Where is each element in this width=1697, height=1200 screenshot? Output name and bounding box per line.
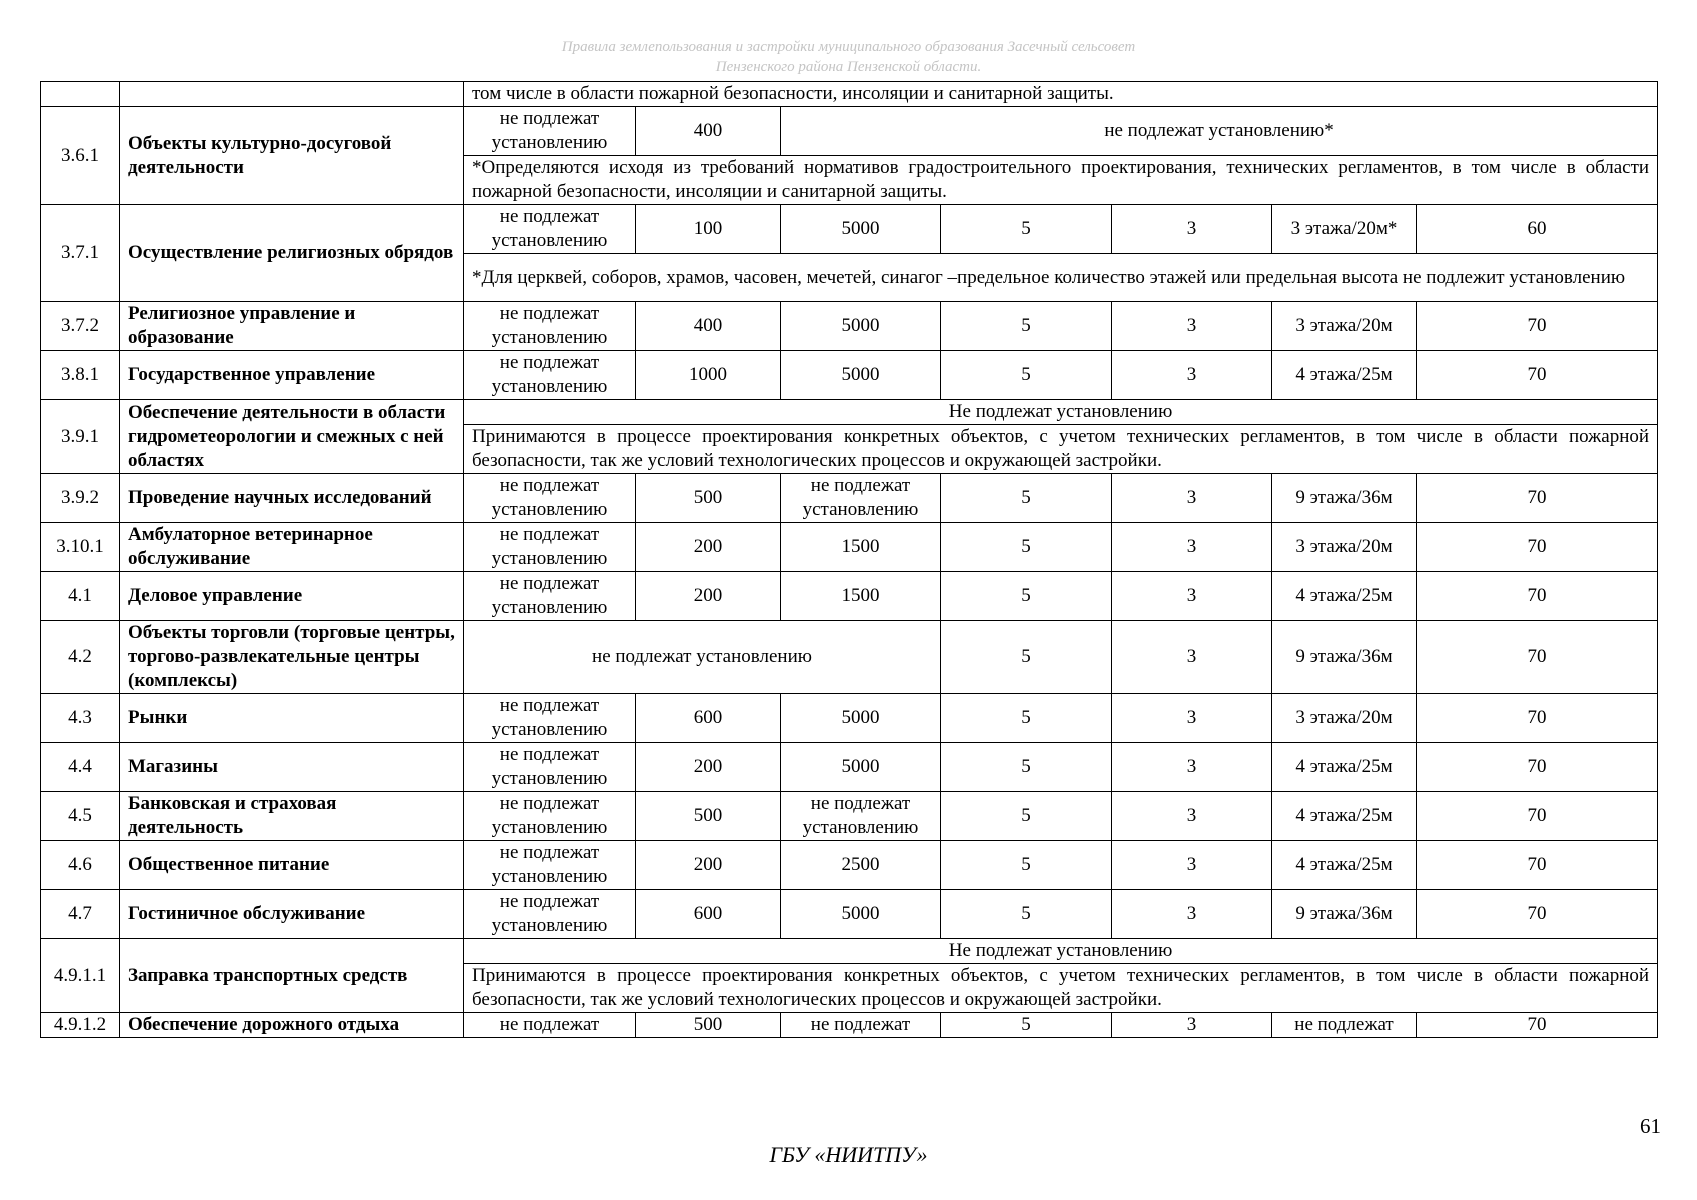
min-area-cell: не подлежат установлению <box>464 792 636 841</box>
value-cell: 5 <box>941 302 1112 351</box>
table-row <box>41 523 1658 572</box>
value-cell: 70 <box>1417 890 1658 939</box>
table-row <box>41 743 1658 792</box>
regulations-table <box>40 81 1658 1038</box>
value-cell: 9 этажа/36м <box>1272 474 1417 523</box>
value-cell: 3 этажа/20м* <box>1272 205 1417 254</box>
value-cell: 70 <box>1417 1013 1658 1038</box>
running-header-line2: Пензенского района Пензенской области. <box>715 59 982 75</box>
row-note: Принимаются в процессе проектирования конкретных объектов, с учетом технических регламентов, в том числе в области пожарной безопасности, так же условий технологических процессов и окружающей застройки. <box>464 964 1658 1013</box>
value-cell: 200 <box>636 523 781 572</box>
running-header-line1: Правила землепользования и застройки муниципального образования Засечный сельсовет <box>561 39 1136 55</box>
page-number: 61 <box>1640 1114 1661 1138</box>
value-cell: 9 этажа/36м <box>1272 621 1417 694</box>
value-cell: 5000 <box>781 694 941 743</box>
value-cell: 3 <box>1112 474 1272 523</box>
merged-value-cell: не подлежат установлению* <box>781 107 1658 156</box>
table-row <box>41 939 1658 964</box>
value-cell: 600 <box>636 890 781 939</box>
row-name: Религиозное управление и образование <box>120 302 464 351</box>
value-cell: 4 этажа/25м <box>1272 841 1417 890</box>
value-cell: 200 <box>636 743 781 792</box>
row-code <box>41 82 120 107</box>
value-cell: 3 <box>1112 302 1272 351</box>
table-row <box>41 474 1658 523</box>
min-area-cell: не подлежат установлению <box>464 205 636 254</box>
row-code: 4.2 <box>41 621 120 694</box>
value-cell: 3 <box>1112 205 1272 254</box>
row-name: Рынки <box>120 694 464 743</box>
row-note: Принимаются в процессе проектирования конкретных объектов, с учетом технических регламентов, в том числе в области пожарной безопасности, так же условий технологических процессов и окружающей застройки. <box>464 425 1658 474</box>
min-area-cell: не подлежат установлению <box>464 474 636 523</box>
row-name <box>120 82 464 107</box>
value-cell: 70 <box>1417 302 1658 351</box>
value-cell: не подлежат установлению <box>781 792 941 841</box>
row-name: Государственное управление <box>120 351 464 400</box>
row-name: Банковская и страховая деятельность <box>120 792 464 841</box>
value-cell: 200 <box>636 841 781 890</box>
value-cell: 70 <box>1417 351 1658 400</box>
row-note: том числе в области пожарной безопасности, инсоляции и санитарной защиты. <box>464 82 1658 107</box>
value-cell: 1500 <box>781 523 941 572</box>
value-cell: 4 этажа/25м <box>1272 743 1417 792</box>
value-cell: не подлежат <box>781 1013 941 1038</box>
value-cell: не подлежат установлению <box>781 474 941 523</box>
merged-value-cell: Не подлежат установлению <box>464 939 1658 964</box>
table-row <box>41 82 1658 107</box>
row-name: Осуществление религиозных обрядов <box>120 205 464 302</box>
value-cell: 2500 <box>781 841 941 890</box>
value-cell: 500 <box>636 792 781 841</box>
table-row <box>41 621 1658 694</box>
value-cell: 3 <box>1112 792 1272 841</box>
value-cell: 70 <box>1417 621 1658 694</box>
row-code: 3.7.1 <box>41 205 120 302</box>
min-area-cell: не подлежат установлению <box>464 890 636 939</box>
row-code: 3.9.1 <box>41 400 120 474</box>
row-name: Обеспечение деятельности в области гидрометеорологии и смежных с ней областях <box>120 400 464 474</box>
min-area-cell: не подлежат установлению <box>464 107 636 156</box>
value-cell: не подлежат <box>464 1013 636 1038</box>
row-name: Заправка транспортных средств <box>120 939 464 1013</box>
row-code: 3.6.1 <box>41 107 120 205</box>
value-cell: 5 <box>941 890 1112 939</box>
value-cell: 70 <box>1417 523 1658 572</box>
value-cell: 3 <box>1112 523 1272 572</box>
table-row <box>41 1013 1658 1038</box>
merged-value-cell: Не подлежат установлению <box>464 400 1658 425</box>
value-cell: 5000 <box>781 302 941 351</box>
value-cell: 4 этажа/25м <box>1272 792 1417 841</box>
merged-value-cell: не подлежат установлению <box>464 621 941 694</box>
value-cell: 70 <box>1417 743 1658 792</box>
row-name: Объекты культурно-досуговой деятельности <box>120 107 464 205</box>
value-cell: 3 <box>1112 621 1272 694</box>
value-cell: 5 <box>941 841 1112 890</box>
table-row <box>41 694 1658 743</box>
row-code: 4.9.1.2 <box>41 1013 120 1038</box>
value-cell: 60 <box>1417 205 1658 254</box>
value-cell: 400 <box>636 302 781 351</box>
value-cell: 500 <box>636 474 781 523</box>
value-cell: 70 <box>1417 792 1658 841</box>
value-cell: 3 <box>1112 1013 1272 1038</box>
value-cell: 5 <box>941 572 1112 621</box>
value-cell: 1500 <box>781 572 941 621</box>
value-cell: 70 <box>1417 572 1658 621</box>
value-cell: 70 <box>1417 841 1658 890</box>
row-code: 3.8.1 <box>41 351 120 400</box>
value-cell: 5 <box>941 694 1112 743</box>
value-cell: 3 этажа/20м <box>1272 302 1417 351</box>
row-code: 4.3 <box>41 694 120 743</box>
value-cell: 5 <box>941 621 1112 694</box>
row-code: 4.5 <box>41 792 120 841</box>
min-area-cell: не подлежат установлению <box>464 523 636 572</box>
running-header <box>0 37 1697 77</box>
value-cell: 3 этажа/20м <box>1272 523 1417 572</box>
table-row <box>41 351 1658 400</box>
row-code: 3.10.1 <box>41 523 120 572</box>
value-cell: 200 <box>636 572 781 621</box>
value-cell: 4 этажа/25м <box>1272 351 1417 400</box>
row-name: Обеспечение дорожного отдыха <box>120 1013 464 1038</box>
value-cell: 3 <box>1112 743 1272 792</box>
min-area-cell: не подлежат установлению <box>464 302 636 351</box>
value-cell: 5 <box>941 351 1112 400</box>
row-code: 4.9.1.1 <box>41 939 120 1013</box>
value-cell: 3 <box>1112 841 1272 890</box>
value-cell: 5 <box>941 743 1112 792</box>
table-row <box>41 792 1658 841</box>
value-cell: 3 этажа/20м <box>1272 694 1417 743</box>
row-name: Общественное питание <box>120 841 464 890</box>
value-cell: 9 этажа/36м <box>1272 890 1417 939</box>
row-name: Гостиничное обслуживание <box>120 890 464 939</box>
min-area-cell: не подлежат установлению <box>464 351 636 400</box>
row-note: *Определяются исходя из требований нормативов градостроительного проектирования, технических регламентов, в том числе в области пожарной безопасности, инсоляции и санитарной защиты. <box>464 156 1658 205</box>
value-cell: 1000 <box>636 351 781 400</box>
min-area-cell: не подлежат установлению <box>464 694 636 743</box>
value-cell: 5 <box>941 1013 1112 1038</box>
value-cell: 3 <box>1112 351 1272 400</box>
row-code: 4.4 <box>41 743 120 792</box>
row-code: 3.9.2 <box>41 474 120 523</box>
value-cell: 3 <box>1112 890 1272 939</box>
value-cell: 5000 <box>781 205 941 254</box>
value-cell: 70 <box>1417 474 1658 523</box>
value-cell: 5000 <box>781 351 941 400</box>
row-name: Магазины <box>120 743 464 792</box>
value-cell: 5 <box>941 792 1112 841</box>
value-cell: 5 <box>941 205 1112 254</box>
value-cell: 600 <box>636 694 781 743</box>
row-name: Деловое управление <box>120 572 464 621</box>
footer-organization: ГБУ «НИИТПУ» <box>769 1142 928 1167</box>
row-code: 3.7.2 <box>41 302 120 351</box>
value-cell: 4 этажа/25м <box>1272 572 1417 621</box>
table-row <box>41 302 1658 351</box>
row-note: *Для церквей, соборов, храмов, часовен, мечетей, синагог –предельное количество этажей или предельная высота не подлежит установлению <box>464 254 1658 302</box>
min-area-cell: не подлежат установлению <box>464 572 636 621</box>
value-cell: 5000 <box>781 743 941 792</box>
min-area-cell: не подлежат установлению <box>464 743 636 792</box>
value-cell: 5 <box>941 474 1112 523</box>
value-cell: не подлежат <box>1272 1013 1417 1038</box>
value-cell: 5000 <box>781 890 941 939</box>
row-name: Амбулаторное ветеринарное обслуживание <box>120 523 464 572</box>
table-row <box>41 205 1658 254</box>
row-name: Объекты торговли (торговые центры, торгово-развлекательные центры (комплексы) <box>120 621 464 694</box>
row-code: 4.7 <box>41 890 120 939</box>
value-cell: 500 <box>636 1013 781 1038</box>
value-cell: 3 <box>1112 572 1272 621</box>
table-row <box>41 107 1658 156</box>
value-cell: 100 <box>636 205 781 254</box>
table-row <box>41 400 1658 425</box>
table-row <box>41 841 1658 890</box>
value-cell: 70 <box>1417 694 1658 743</box>
table-row <box>41 572 1658 621</box>
row-name: Проведение научных исследований <box>120 474 464 523</box>
max-area-cell: 400 <box>636 107 781 156</box>
table-row <box>41 890 1658 939</box>
value-cell: 5 <box>941 523 1112 572</box>
row-code: 4.6 <box>41 841 120 890</box>
row-code: 4.1 <box>41 572 120 621</box>
value-cell: 3 <box>1112 694 1272 743</box>
min-area-cell: не подлежат установлению <box>464 841 636 890</box>
